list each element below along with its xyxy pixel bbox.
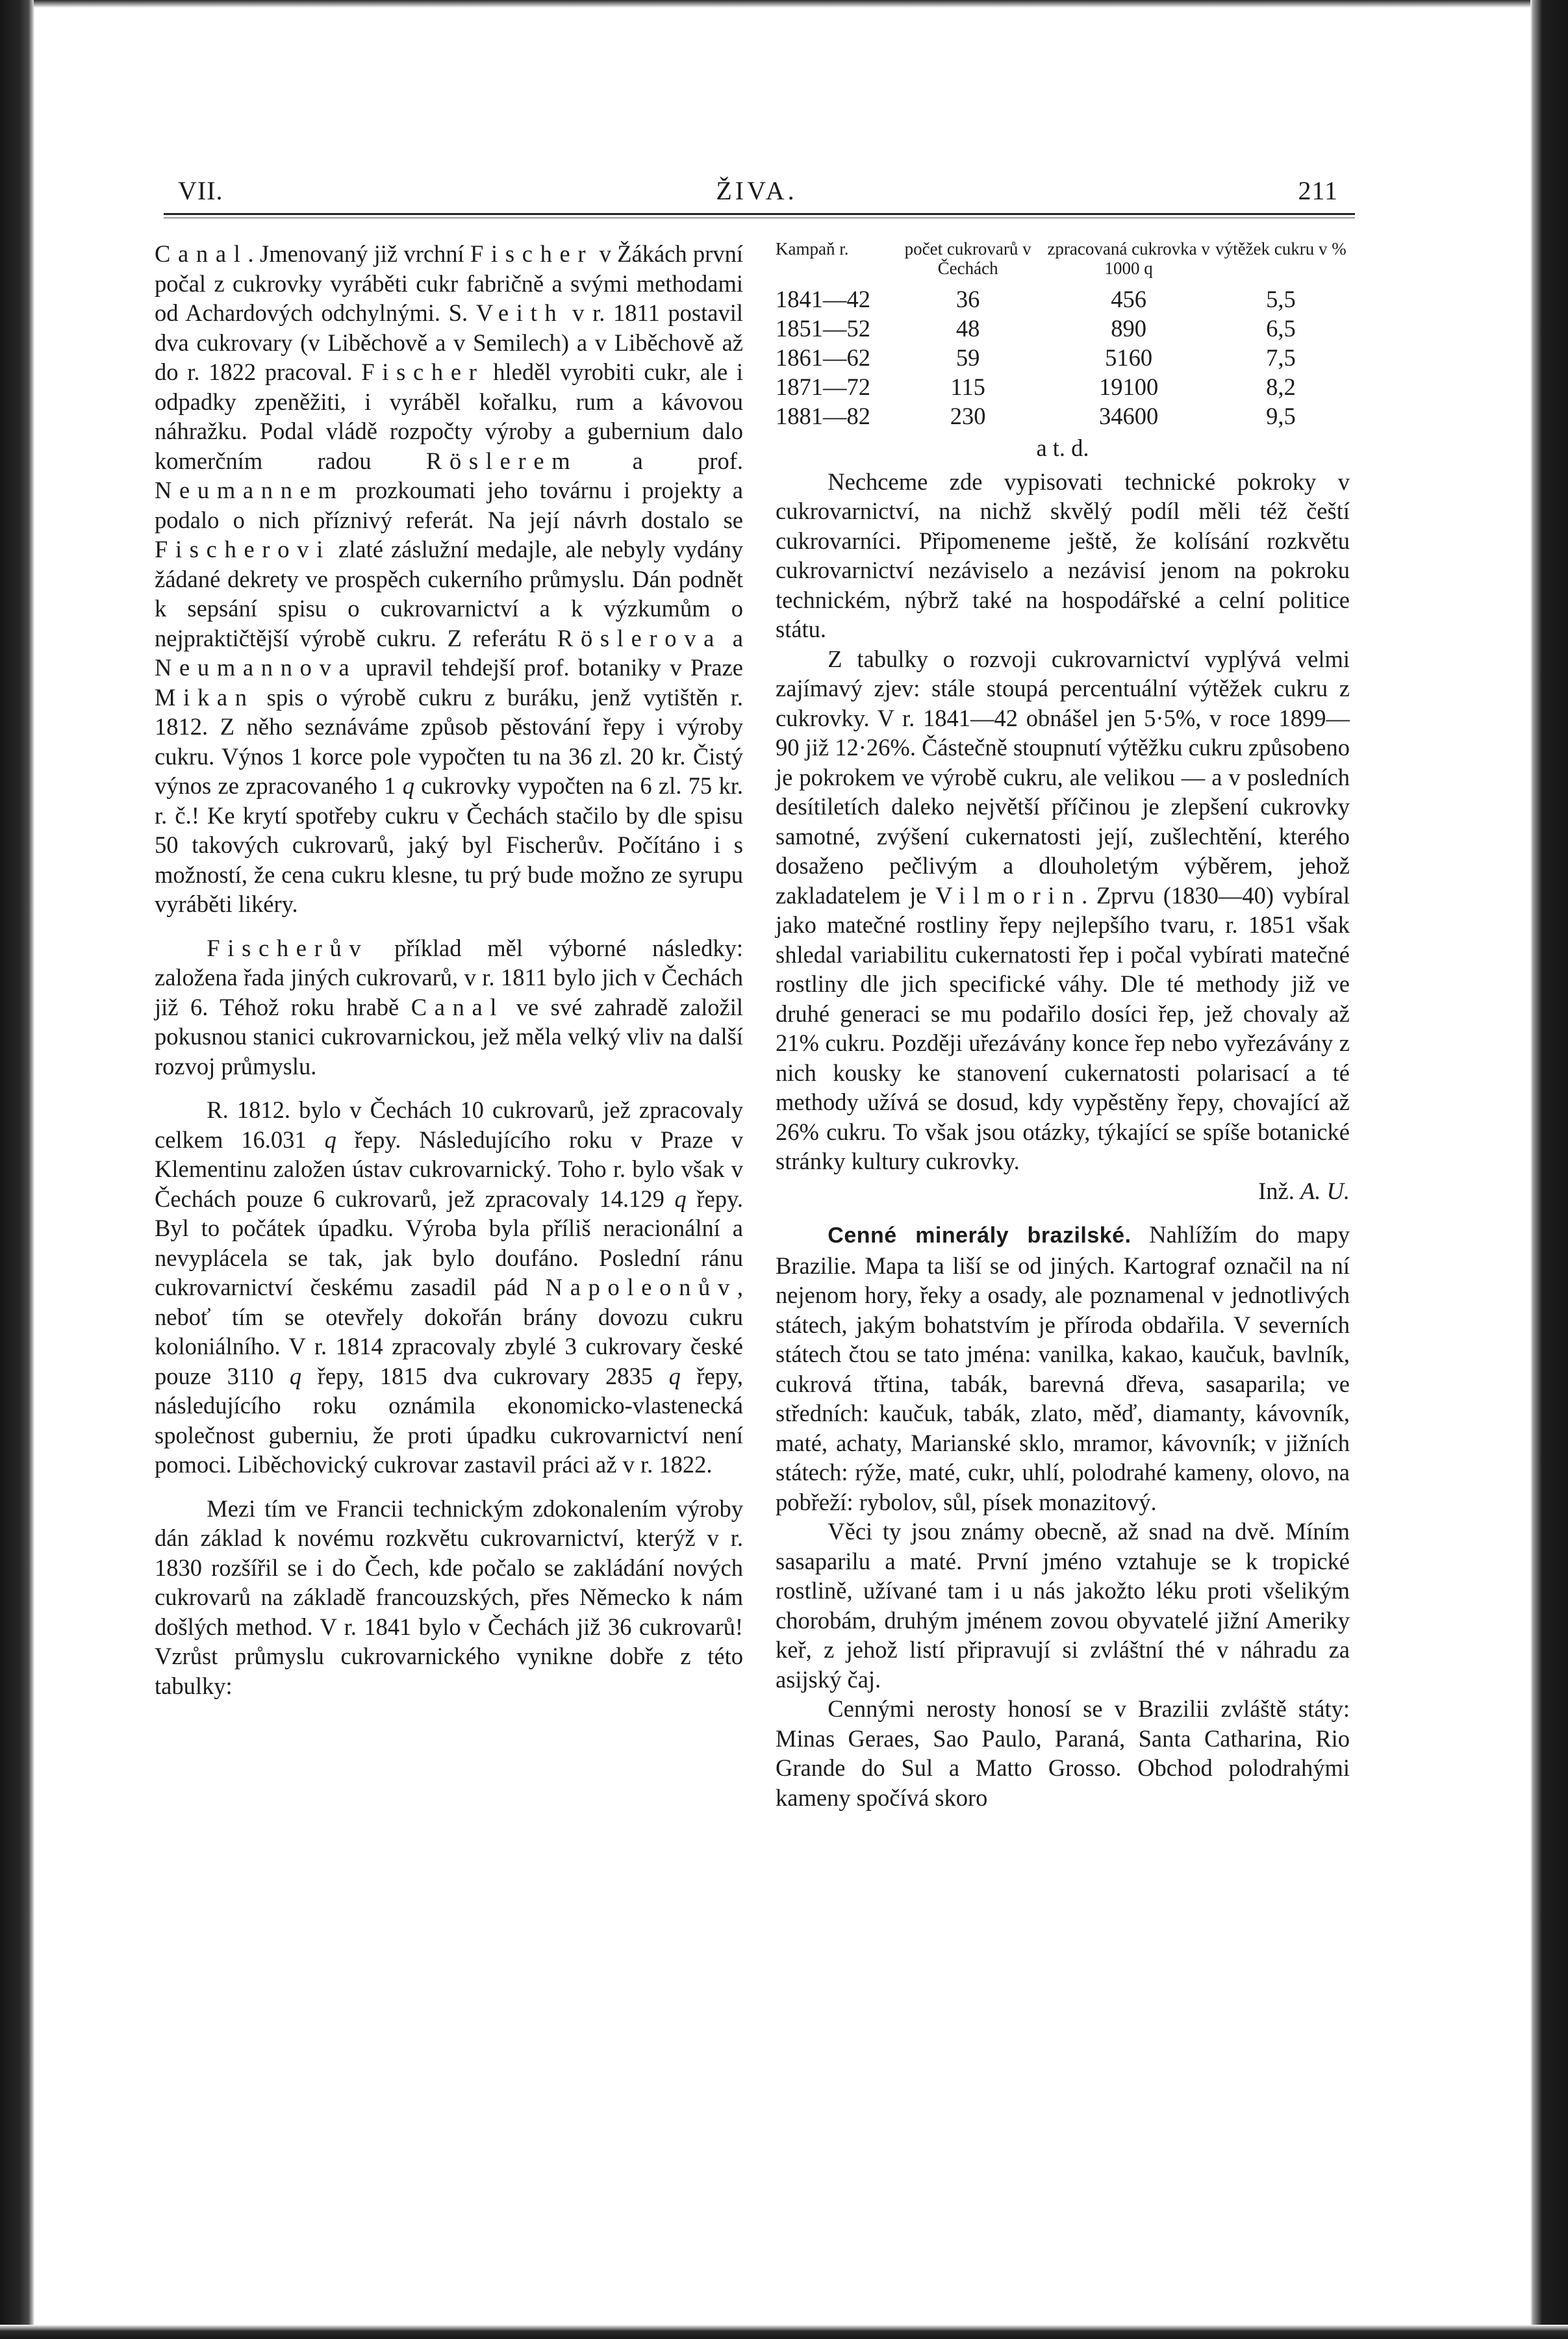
- paragraph-fischer-canal: [155, 239, 743, 919]
- left-column: [155, 239, 743, 1701]
- paragraph-fischer-example: [155, 933, 743, 1081]
- author-initials: A. U.: [1300, 1177, 1350, 1204]
- text-run: . Jmenovaný již vrchní: [247, 240, 471, 267]
- scan-edge-right: [1530, 0, 1568, 2339]
- text-run: řepy. Byl to počátek úpadku. Výroba byla příliš neracionální a nevyplácela se tak, jak bylo doufáno. Poslední ránu cukrovarnictví českému zasadil pád: [155, 1185, 743, 1300]
- table-cell: 6,5: [1266, 315, 1296, 342]
- text-run: Z tabulky o rozvoji cukrovarnictví vyplývá velmi zajímavý zjev: stále stoupá percentuální výtěžek cukru z cukrovky. V r. 1841—42 obnášel jen 5·5%, v roce 1899—90 již 12·26%. Částečně stoupnutí výtěžku cukru způsobeno je pokrokem ve výrobě cukru, ale velikou — a v posledních desítiletích daleko největší příčinou je zlepšení cukrovky samotné, zvýšení cukernatosti její, zušlechtění, kterého dosaženo pečlivým a dlouholetým výběrem, jehož zakladatelem je: [776, 645, 1350, 909]
- text-run: v r. 1811 postavil dva cukrovary (v Liběchově a v Semilech) a v Liběchově až do r. 1822 pracoval.: [155, 299, 743, 385]
- spaced-name: Fischer: [470, 240, 594, 267]
- scan-edge-top: [0, 0, 1568, 8]
- table-cell: 7,5: [1266, 344, 1296, 371]
- paragraph-brazil-states: Cennými nerosty honosí se v Brazilii zvláště státy: Minas Geraes, Sao Paulo, Paraná, Santa Catharina, Rio Grande do Sul a Matto Grosso. Obchod polodrahými kameny spočívá skoro: [776, 1695, 1350, 1811]
- table-cell: 1841—42: [776, 286, 870, 312]
- spaced-name: Fischer: [361, 359, 485, 385]
- table-cell: 5160: [1105, 344, 1153, 371]
- text-run: hleděl vyrobiti cukr, ale i odpadky zpeněžiti, i vyráběl kořalku, rum a kávovou náhražku. Podal vládě rozpočty výroby a gubernium dalo komerčním radou: [155, 359, 743, 474]
- spaced-name: Canal: [155, 240, 248, 267]
- column-header: zpracovaná cukrovka v 1000 q: [1047, 239, 1210, 278]
- table-row: [776, 401, 1350, 431]
- text-run: , neboť tím se otevřely dokořán brány dovozu cukru koloniálního. V r. 1814 zpracovaly zbylé 3 cukrovary české pouze 3110: [155, 1274, 743, 1389]
- spaced-name: Röslerem: [425, 447, 578, 474]
- scan-edge-bottom: [0, 2325, 1568, 2339]
- right-column: [776, 239, 1350, 1812]
- table-cell: 1851—52: [776, 315, 870, 342]
- spaced-name: Neumannem: [155, 477, 344, 503]
- text-run: řepy, následujícího roku oznámila ekonomicko-vlastenecká společnost guberniu, že proti úpadku cukrovarnictví není pomoci. Liběchovický cukrovar zastavil práci až v r. 1822.: [155, 1362, 743, 1478]
- table-cell: 5,5: [1266, 286, 1296, 312]
- spaced-name: Fischerovi: [155, 536, 331, 563]
- column-header: počet cukrovarů v Čechách: [904, 239, 1031, 278]
- header-rule: [164, 213, 1355, 218]
- unit-q: q: [324, 1126, 336, 1153]
- unit-q: q: [668, 1362, 681, 1389]
- table-cell: 34600: [1099, 403, 1159, 429]
- text-run: spis o výrobě cukru z buráku, jenž vytištěn r. 1812. Z něho seznáváme způsob pěstování řepy i výroby cukru. Výnos 1 korce pole vypočten tu na 36 zl. 20 kr. Čistý výnos ze zpracovaného 1: [155, 683, 743, 799]
- text-run: prozkoumati jeho továrnu i projekty a podalo o nich příznivý referát. Na její návrh dostalo se: [155, 477, 743, 533]
- table-cell: 59: [955, 344, 980, 371]
- table-continuation: a t. d.: [1036, 435, 1089, 461]
- text-run: . Zprvu (1830—40) vybíral jako matečné rostliny řepy nejlepšího tvaru, r. 1851 však shledal variabilitu cukernatosti řep i počal vybírati matečné rostliny dle jich specifické váhy. Dle té methody již ve druhé generaci se mu podařilo dosíci řep, jež chovaly až 21% cukru. Později uřezávány konce řep nebo vyřezávány z nich kousky ke stanovení cukernatosti polarisací a té methody užívá se dosud, kdy vypěstěny řepy, chovající až 26% cukru. To však jsou otázky, týkající se spíše botanické stránky kultury cukrovky.: [776, 881, 1350, 1174]
- paragraph-technical-progress: Nechceme zde vypisovati technické pokroky v cukrovarnictví, na nichž skvělý podíl měli též čeští cukrovarníci. Připomeneme ještě, že kolísání rozkvětu cukrovarnictví nezáviselo a nezávisí jenom na pokroku technickém, nýbrž také na hospodářské a celní politice státu.: [776, 468, 1350, 642]
- spaced-name: Neumannova: [155, 654, 357, 681]
- spaced-name: Napoleonův: [545, 1274, 737, 1300]
- table-cell: 456: [1111, 286, 1147, 312]
- spaced-name: Röslerova: [557, 624, 722, 651]
- spaced-name: Vilmorin: [935, 881, 1082, 909]
- column-header: výtěžek cukru v %: [1215, 239, 1347, 259]
- text-run: příklad měl výborné následky: založena řada jiných cukrovarů, v r. 1811 bylo jich v Čechách již 6. Téhož roku hrabě: [155, 934, 743, 1020]
- journal-title: ŽIVA.: [716, 176, 798, 205]
- table-row: [776, 284, 1350, 314]
- volume-number: VII.: [178, 176, 223, 205]
- table-cell: 48: [955, 315, 980, 342]
- text-run: zlaté záslužní medajle, ale nebyly vydány žádané dekrety ve prospěch cukerního průmyslu. Dán podnět k sepsání spisu o cukrovarnictví a k výzkumům o nejpraktičtější výrobě cukru. Z referátu: [155, 536, 743, 651]
- text-run: upravil tehdejší prof. botaniky v Praze: [357, 654, 743, 681]
- table-row: [776, 372, 1350, 401]
- paragraph-sarsaparilla-mate: Věci ty jsou známy obecně, až snad na dvě. Míním sasaparilu a maté. První jméno vztahuje se k tropické rostlině, užívané tam i u nás jakožto léku proti všelikým chorobám, druhým jménem zovou obyvatelé jižní Ameriky keř, z jehož listí připravují si zvláštní thé v náhradu za asijský čaj.: [776, 1518, 1350, 1693]
- text-run: řepy. Následujícího roku v Praze v Klementinu založen ústav cukrovarnický. Toho r. bylo však v Čechách pouze 6 cukrovarů, jež zpracovaly 14.129: [155, 1126, 743, 1212]
- paragraph-1812-decline: [155, 1095, 743, 1480]
- text-run: Inž.: [1258, 1177, 1300, 1204]
- text-run: Nahlížím do mapy Brazilie. Mapa ta liší se od jiných. Kartograf označil na ní nejenom hory, řeky a osady, ale poznamenal v jednotlivých státech, jakým bohatstvím je příroda obdařila. V severních státech čtou se tato jména: vanilka, kakao, kaučuk, bavlník, cukrová třtina, tabák, barevná dřeva, sasaparila; ve středních: kaučuk, tabák, zlato, měď, diamanty, kávovník, maté, achaty, Marianské sklo, mramor, kávovník; v jižních státech: rýže, maté, cukr, uhlí, polodrahé kameny, olovo, na pobřeží: rybolov, sůl, písek monazitový.: [776, 1221, 1350, 1515]
- spaced-name: Canal: [411, 993, 505, 1020]
- text-run: R. 1812. bylo v Čechách 10 cukrovarů, jež zpracovaly celkem 16.031: [155, 1096, 743, 1153]
- text-run: v Žákách první počal z cukrovky vyráběti cukr fabričně a svými methodami od Achardových odchylnými. S.: [155, 240, 743, 326]
- spaced-name: Fischerův: [207, 934, 369, 961]
- running-head: [175, 170, 1338, 212]
- table-cell: 230: [950, 403, 986, 429]
- paragraph-france-revival: Mezi tím ve Francii technickým zdokonalením výroby dán základ k novému rozkvětu cukrovarnictví, kterýž v r. 1830 rozšířil se i do Čech, kde počalo se zakládání nových cukrovarů na základě francouzských, přes Německo k nám došlých method. V r. 1841 bylo v Čechách již 36 cukrovarů! Vzrůst průmyslu cukrovarnického vynikne dobře z této tabulky:: [155, 1495, 743, 1699]
- sugar-production-table: [776, 239, 1350, 431]
- spaced-name: Mikan: [155, 683, 255, 711]
- table-cell: 890: [1111, 315, 1147, 342]
- table-row: [776, 314, 1350, 343]
- table-cell: 115: [950, 373, 985, 400]
- text-run: cukrovky vypočten na 6 zl. 75 kr. r. č.! Ke krytí spotřeby cukru v Čechách stačilo by dle spisu 50 takových cukrovarů, jaký byl Fischerův. Počítáno i s možností, že cena cukru klesne, tu prý bude možno ze syrupu vyráběti likéry.: [155, 772, 743, 917]
- spaced-name: Veith: [475, 299, 564, 326]
- page-number: 211: [1298, 176, 1338, 205]
- section-heading: Cenné minerály brazilské.: [828, 1223, 1132, 1248]
- table-cell: 1871—72: [776, 373, 870, 400]
- unit-q: q: [674, 1185, 687, 1212]
- table-cell: 9,5: [1266, 403, 1296, 429]
- author-signature: [776, 1176, 1350, 1206]
- text-run: a: [722, 624, 744, 651]
- unit-q: q: [289, 1362, 302, 1389]
- column-header: Kampaň r.: [776, 239, 849, 259]
- table-cell: 36: [955, 286, 980, 312]
- text-run: a prof.: [577, 447, 743, 474]
- unit-q: q: [402, 772, 414, 799]
- table-cell: 1861—62: [776, 344, 870, 371]
- table-row: [776, 343, 1350, 372]
- table-header-row: [776, 239, 1350, 284]
- text-run: ve své zahradě založil pokusnou stanici cukrovarnickou, jež měla velký vliv na další rozvoj průmyslu.: [155, 993, 743, 1080]
- scan-edge-left: [0, 0, 34, 2339]
- table-cell: 19100: [1099, 373, 1159, 400]
- text-run: řepy, 1815 dva cukrovary 2835: [301, 1362, 669, 1389]
- paragraph-sugar-yield: [776, 644, 1350, 1176]
- table-cell: 8,2: [1266, 373, 1296, 400]
- table-cell: 1881—82: [776, 403, 870, 429]
- paragraph-brazil-minerals: [776, 1220, 1350, 1517]
